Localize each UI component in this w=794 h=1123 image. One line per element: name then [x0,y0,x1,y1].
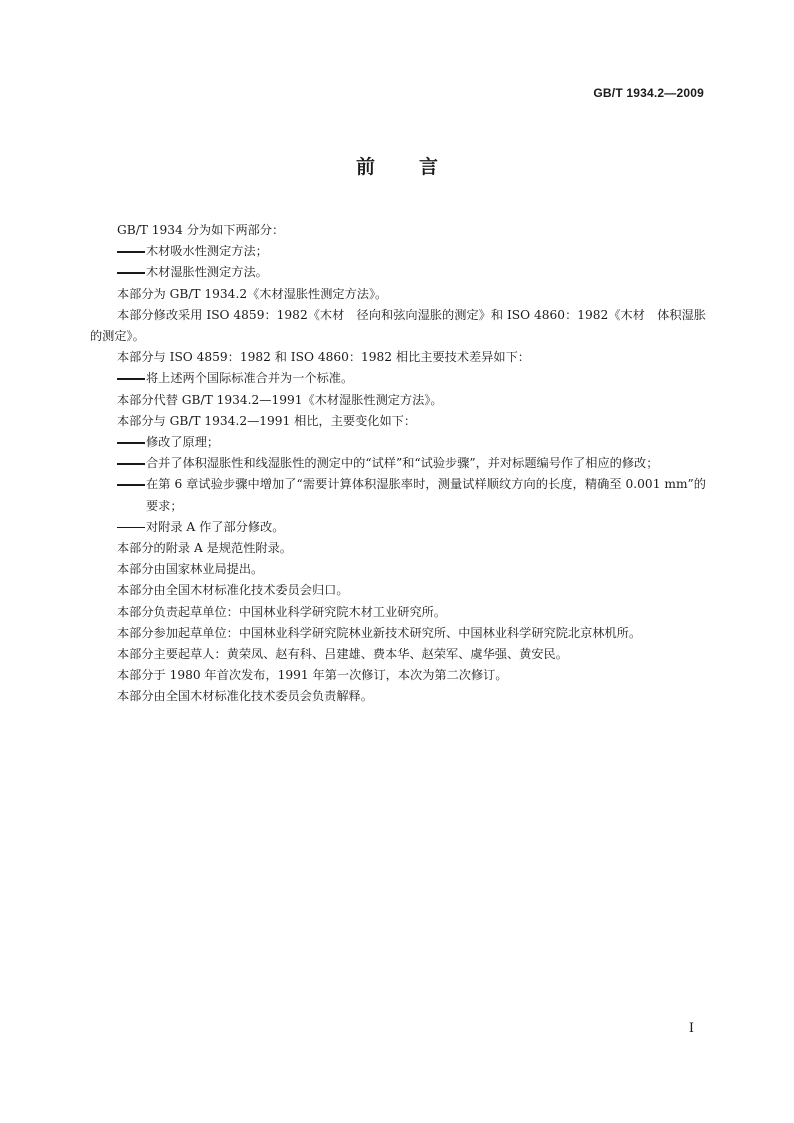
em-dash-marker [117,272,145,274]
list-item [90,453,706,474]
paragraph: 本部分为 GB/T 1934.2《木材湿胀性测定方法》。 [117,286,388,301]
list-item [90,474,706,516]
list-item-text: 合并了体积湿胀性和线湿胀性的测定中的“试样”和“试验步骤”，并对标题编号作了相应的修改； [146,456,659,471]
title-char-2: 言 [419,156,439,178]
em-dash-marker [117,251,145,253]
foreword-body [90,220,706,708]
paragraph: 本部分由全国木材标准化技术委员会负责解释。 [117,689,373,704]
em-dash-marker [117,463,145,465]
list-item-text: 在第 6 章试验步骤中增加了“需要计算体积湿胀率时，测量试样顺纹方向的长度，精确至 0.001 mm”的要求； [146,477,706,513]
list-item [90,262,706,283]
page-title [0,152,794,179]
list-item-text: 木材湿胀性测定方法。 [146,265,268,280]
paragraph: 本部分与 GB/T 1934.2—1991 相比，主要变化如下： [117,413,417,428]
paragraph: 本部分修改采用 ISO 4859：1982《木材 径向和弦向湿胀的测定》和 ISO 4860：1982《木材 体积湿胀的测定》。 [90,307,706,344]
list-item [90,241,706,262]
paragraph: 本部分由国家林业局提出。 [117,562,264,577]
em-dash-marker [117,484,145,486]
list-item-text: 修改了原理； [146,435,220,450]
list-item [90,432,706,453]
paragraph: GB/T 1934 分为如下两部分： [117,223,285,237]
list-item-text: 木材吸水性测定方法； [146,244,268,259]
paragraph: 本部分负责起草单位：中国林业科学研究院木材工业研究所。 [117,604,447,619]
paragraph: 本部分参加起草单位：中国林业科学研究院林业新技术研究所、中国林业科学研究院北京林机所。 [117,625,642,640]
list-item [90,517,706,538]
paragraph: 本部分主要起草人：黄荣凤、赵有科、吕建雄、费本华、赵荣军、虞华强、黄安民。 [117,647,568,662]
paragraph: 本部分的附录 A 是规范性附录。 [117,541,292,556]
em-dash-marker [117,442,145,444]
em-dash-marker [117,378,145,380]
title-char-1: 前 [355,156,375,178]
standard-code: GB/T 1934.2—2009 [593,86,704,100]
list-item [90,368,706,389]
paragraph: 本部分由全国木材标准化技术委员会归口。 [117,583,349,598]
paragraph: 本部分于 1980 年首次发布，1991 年第一次修订，本次为第二次修订。 [117,668,508,683]
paragraph: 本部分代替 GB/T 1934.2—1991《木材湿胀性测定方法》。 [117,392,443,407]
list-item-text: 对附录 A 作了部分修改。 [146,519,285,534]
list-item-text: 将上述两个国际标准合并为一个标准。 [146,371,354,386]
paragraph: 本部分与 ISO 4859：1982 和 ISO 4860：1982 相比主要技术差异如下： [117,350,530,365]
em-dash-marker [117,527,145,529]
page-number: I [688,1021,694,1036]
